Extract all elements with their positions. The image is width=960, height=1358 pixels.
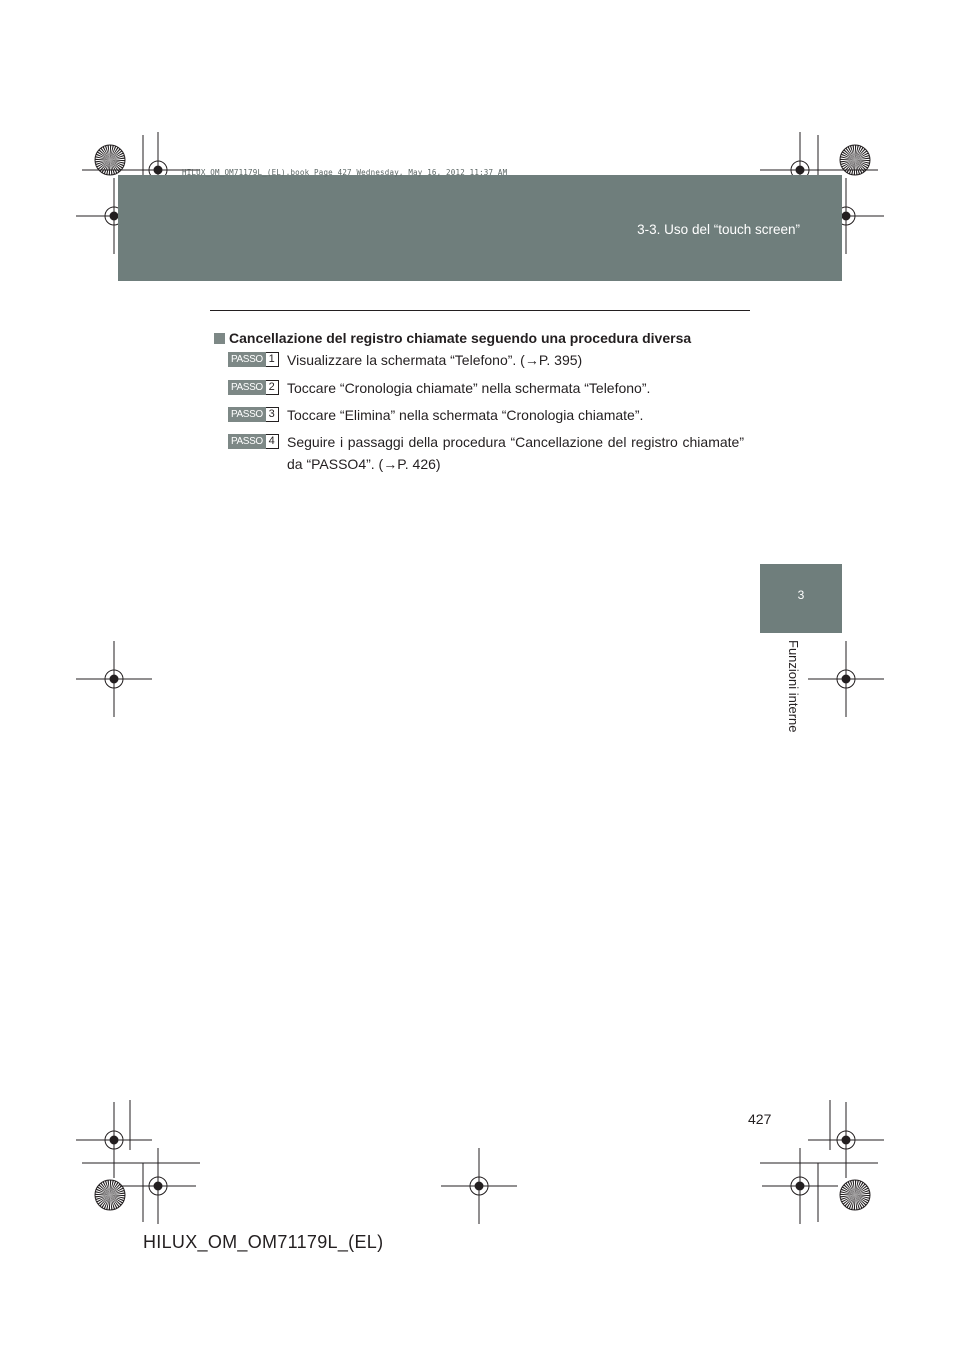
step-text: Toccare “Elimina” nella schermata “Cronologia chiamate”. [287,407,644,423]
step-badge [228,434,279,449]
step-text: Visualizzare la schermata “Telefono”. (→P. 395) [287,352,583,368]
heading-text: Cancellazione del registro chiamate seguendo una procedura diversa [229,330,692,346]
registration-mark-icon [441,1148,517,1224]
radial-target-icon [840,1180,870,1210]
step-badge-number: 1 [266,352,279,367]
radial-target-icon [95,145,125,175]
registration-mark-icon [76,641,152,717]
heading-rule [210,310,750,311]
step-badge-word: PASSO [228,434,266,449]
radial-target-icon [840,145,870,175]
step-badge-word: PASSO [228,380,266,395]
step-badge [228,407,279,422]
step-badge-number: 4 [266,434,279,449]
procedure-heading [214,330,691,346]
radial-target-icon [95,1180,125,1210]
step-badge-number: 2 [266,380,279,395]
step-text: Seguire i passaggi della procedura “Cancellazione del registro chiamate” da “PASSO4”. (→P. 426) [287,434,744,472]
step-text: Toccare “Cronologia chiamate” nella schermata “Telefono”. [287,380,651,396]
book-info: HILUX_OM_OM71179L_(EL).book Page 427 Wednesday, May 16, 2012 11:37 AM [182,168,508,177]
registration-mark-icon [120,1148,196,1224]
step-item [228,377,744,399]
chapter-number: 3 [797,588,805,602]
registration-mark-icon [762,1148,838,1224]
step-item [228,349,744,371]
registration-mark-icon [808,1102,884,1178]
step-badge-word: PASSO [228,352,266,367]
step-item [228,431,744,475]
footer-code: HILUX_OM_OM71179L_(EL) [143,1232,384,1252]
square-bullet-icon [214,333,225,344]
registration-mark-icon [76,1102,152,1178]
page-number: 427 [748,1111,772,1127]
step-badge-number: 3 [266,407,279,422]
step-badge [228,352,279,367]
step-badge [228,380,279,395]
step-badge-word: PASSO [228,407,266,422]
chapter-label: Funzioni interne [786,640,801,733]
step-item [228,404,744,426]
registration-mark-icon [808,641,884,717]
section-title: 3-3. Uso del “touch screen” [637,222,800,237]
